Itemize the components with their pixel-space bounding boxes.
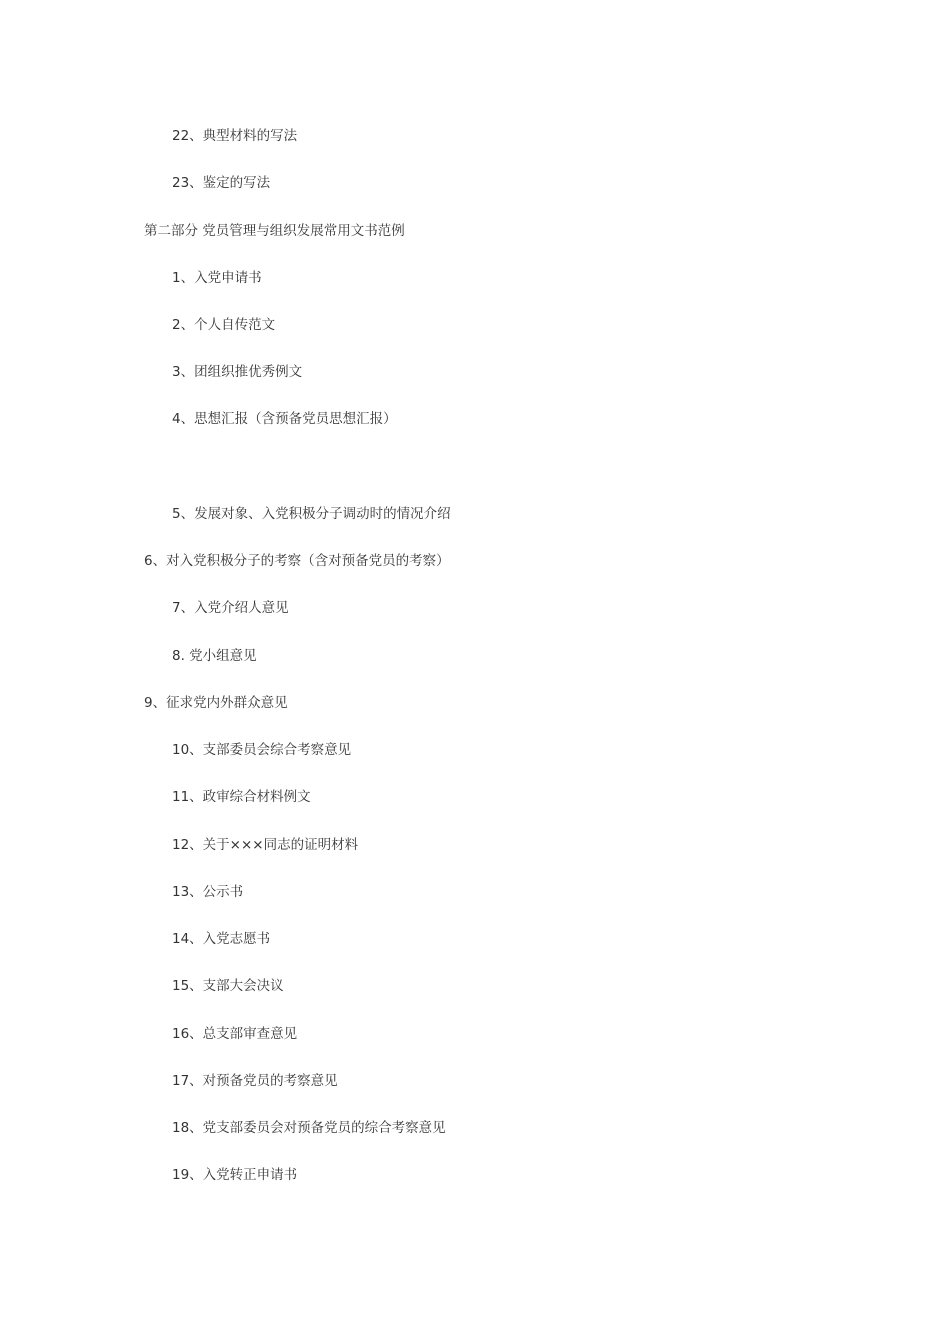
list-item-7: 7、入党介绍人意见	[172, 600, 289, 616]
list-item-11: 11、政审综合材料例文	[172, 789, 311, 805]
list-item-12: 12、关于×××同志的证明材料	[172, 837, 359, 853]
list-item-19: 19、入党转正申请书	[172, 1167, 298, 1183]
list-item-13: 13、公示书	[172, 884, 244, 900]
list-item-9: 9、征求党内外群众意见	[144, 695, 288, 711]
list-item-22: 22、典型材料的写法	[172, 128, 298, 144]
list-item-14: 14、入党志愿书	[172, 931, 271, 947]
list-item-8: 8. 党小组意见	[172, 648, 257, 664]
list-item-18: 18、党支部委员会对预备党员的综合考察意见	[172, 1120, 446, 1136]
list-item-10: 10、支部委员会综合考察意见	[172, 742, 352, 758]
list-item-23: 23、鉴定的写法	[172, 175, 271, 191]
list-item-4: 4、思想汇报（含预备党员思想汇报）	[172, 411, 397, 427]
list-item-6: 6、对入党积极分子的考察（含对预备党员的考察）	[144, 553, 450, 569]
list-item-2: 2、个人自传范文	[172, 317, 276, 333]
list-item-17: 17、对预备党员的考察意见	[172, 1073, 338, 1089]
list-item-5: 5、发展对象、入党积极分子调动时的情况介绍	[172, 506, 451, 522]
section-heading: 第二部分 党员管理与组织发展常用文书范例	[144, 223, 405, 239]
list-item-16: 16、总支部审查意见	[172, 1026, 298, 1042]
list-item-3: 3、团组织推优秀例文	[172, 364, 303, 380]
list-item-1: 1、入党申请书	[172, 270, 262, 286]
list-item-15: 15、支部大会决议	[172, 978, 284, 994]
